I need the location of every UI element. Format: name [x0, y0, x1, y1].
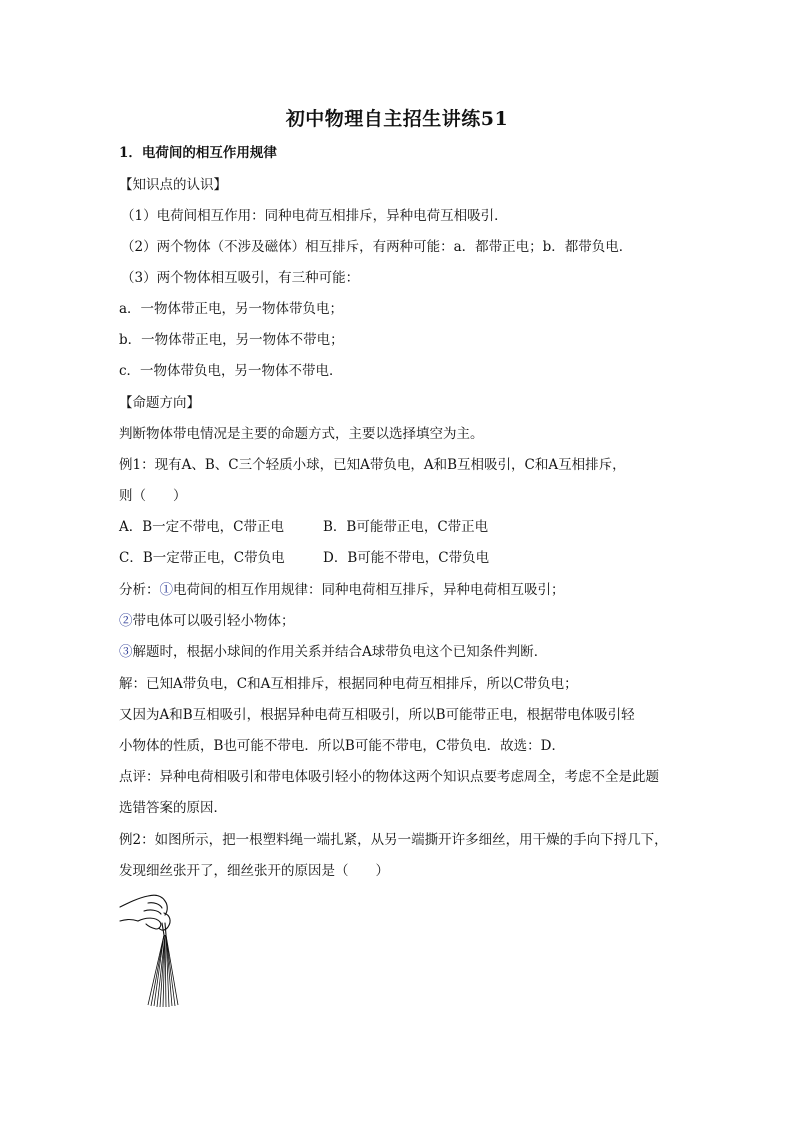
analysis-line3 [119, 642, 547, 662]
hand-stroking-strings-icon [118, 893, 184, 1009]
direction-text: 判断物体带电情况是主要的命题方式，主要以选择填空为主。 [119, 426, 484, 442]
knowledge-point-3: （3）两个物体相互吸引，有三种可能： [121, 270, 360, 286]
option-b: B．B可能带正电，C带正电 [323, 519, 489, 535]
example1-question-line1: 例1：现有A、B、C三个轻质小球，已知A带负电，A和B互相吸引，C和A互相排斥， [119, 457, 626, 473]
solution-line2: 又因为A和B互相吸引，根据异种电荷互相吸引，所以B可能带正电，根据带电体吸引轻 [119, 707, 635, 723]
knowledge-heading: 【知识点的认识】 [119, 177, 227, 193]
example1-options-row2 [119, 548, 489, 568]
solution-line1: 解：已知A带负电，C和A互相排斥，根据同种电荷互相排斥，所以C带负电； [119, 676, 578, 692]
section-heading: 1．电荷间的相互作用规律 [119, 145, 277, 161]
comment-line2: 选错答案的原因． [119, 800, 227, 816]
circled-number-2: ② [119, 613, 133, 629]
example1-options-row1 [119, 517, 488, 537]
knowledge-point-1: （1）电荷间相互作用：同种电荷互相排斥，异种电荷互相吸引． [121, 208, 508, 224]
knowledge-point-2: （2）两个物体（不涉及磁体）相互排斥，有两种可能：a．都带正电；b．都带负电． [121, 239, 633, 255]
analysis-label: 分析： [119, 582, 160, 598]
comment-line1: 点评：异种电荷相吸引和带电体吸引轻小的物体这两个知识点要考虑周全，考虑不全是此题 [119, 769, 659, 785]
direction-heading: 【命题方向】 [119, 395, 200, 411]
circled-number-3: ③ [119, 644, 133, 660]
analysis-line1 [119, 580, 565, 600]
circled-number-1: ① [159, 582, 173, 598]
option-c: C．B一定带正电，C带负电 [119, 550, 285, 566]
knowledge-case-b: b．一物体带正电，另一物体不带电； [119, 332, 344, 348]
knowledge-case-c: c．一物体带负电，另一物体不带电． [119, 363, 343, 379]
analysis-line2 [119, 611, 295, 631]
example2-question-line2: 发现细丝张开了，细丝张开的原因是（ ） [119, 863, 389, 879]
analysis-point-3: 解题时，根据小球间的作用关系并结合A球带负电这个已知条件判断． [132, 644, 548, 660]
example2-question-line1: 例2：如图所示，把一根塑料绳一端扎紧，从另一端撕开许多细丝，用干燥的手向下捋几下， [119, 832, 668, 848]
solution-line3: 小物体的性质，B也可能不带电．所以B可能不带电，C带负电．故选：D． [119, 738, 565, 754]
option-d: D．B可能不带电，C带负电 [323, 550, 490, 566]
knowledge-case-a: a．一物体带正电，另一物体带负电； [119, 301, 344, 317]
analysis-point-2: 带电体可以吸引轻小物体； [132, 613, 295, 629]
example1-question-line2: 则（ ） [119, 488, 187, 504]
analysis-point-1: 电荷间的相互作用规律：同种电荷相互排斥，异种电荷相互吸引； [173, 582, 565, 598]
option-a: A．B一定不带电，C带正电 [119, 519, 284, 535]
page-title: 初中物理自主招生讲练51 [285, 108, 509, 130]
